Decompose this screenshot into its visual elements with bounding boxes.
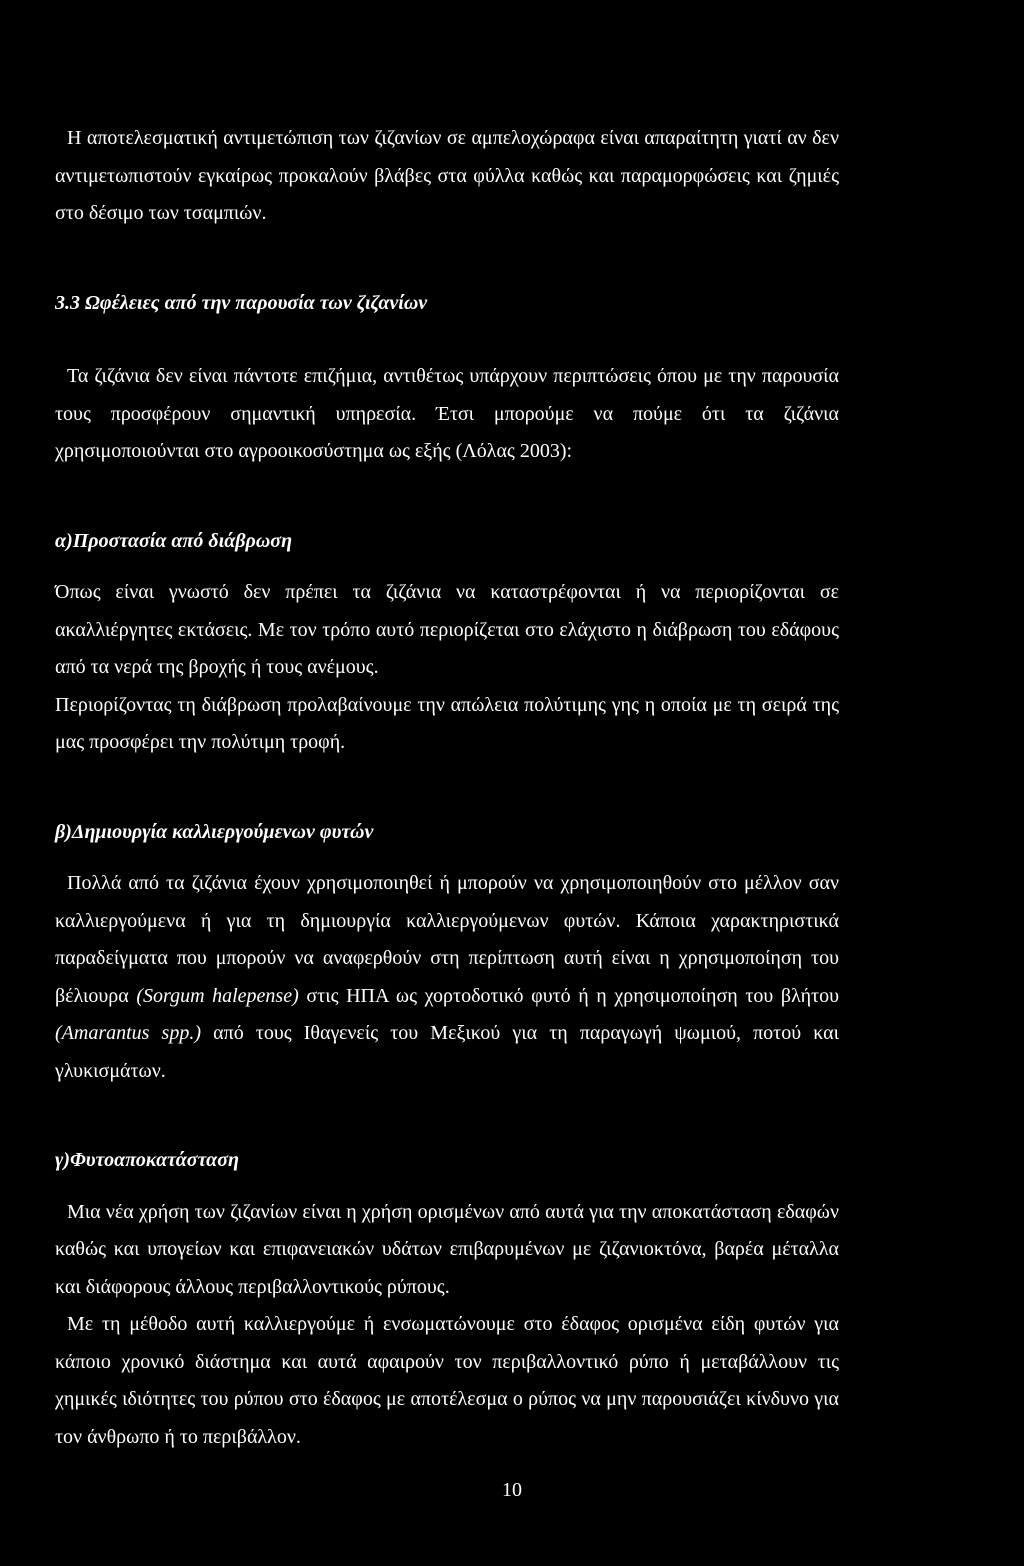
subsection-c-paragraph-1: Μια νέα χρήση των ζιζανίων είναι η χρήση ορισμένων από αυτά για την αποκατάσταση εδαφών καθώς και υπογείων και επιφανειακών υδάτων επιβαρυμένων με ζιζανιοκτόνα, βαρέα μέταλλα και διάφορους άλλους περιβαλλοντικούς ρύπους. [55, 1200, 839, 1298]
page-number: 10 [502, 1479, 522, 1501]
latin-name-sorgum: (Sorgum halepense) [136, 984, 299, 1007]
subsection-a-paragraph-2: Περιορίζοντας τη διάβρωση προλαβαίνουμε την απώλεια πολύτιμης γης η οποία με τη σειρά της μας προσφέρει την πολύτιμη τροφή. [55, 693, 839, 753]
subsection-b-text-1: Πολλά από τα ζιζάνια έχουν χρησιμοποιηθεί ή μπορούν να χρησιμοποιηθούν στο μέλλον σαν καλλιεργούμενα ή για τη δημιουργία καλλιεργούμενων φυτών. Κάποια χαρακτηριστικά παραδείγματα που μπορούν να αναφερθούν στη περίπτωση αυτή είναι η χρησιμοποίηση του βέλιουρα [55, 872, 839, 1007]
intro-paragraph: Η αποτελεσματική αντιμετώπιση των ζιζανίων σε αμπελοχώραφα είναι απαραίτητη γιατί αν δεν αντιμετωπιστούν εγκαίρως προκαλούν βλάβες στα φύλλα καθώς και παραμορφώσεις και ζημιές στο δέσιμο των τσαμπιών. [55, 127, 839, 224]
section-intro-paragraph: Τα ζιζάνια δεν είναι πάντοτε επιζήμια, αντιθέτως υπάρχουν περιπτώσεις όπου με την παρουσία τους προσφέρουν σημαντική υπηρεσία. Έτσι μπορούμε να πούμε ότι τα ζιζάνια χρησιμοποιούνται στο αγροοικοσύστημα ως εξής (Λόλας 2003): [55, 365, 839, 462]
subsection-a-paragraph-1: Όπως είναι γνωστό δεν πρέπει τα ζιζάνια να καταστρέφονται ή να περιορίζονται σε ακαλλιέργητες εκτάσεις. Με τον τρόπο αυτό περιορίζεται στο ελάχιστο η διάβρωση του εδάφους από τα νερά της βροχής ή τους ανέμους. [55, 581, 839, 678]
subsection-a-heading: α)Προστασία από διάβρωση [55, 529, 293, 552]
subsection-b-text-3: από τους Ιθαγενείς του Μεξικού για τη παραγωγή ψωμιού, ποτού και γλυκισμάτων. [55, 1022, 839, 1082]
section-number: 3.3 [55, 291, 80, 314]
subsection-b-text-2: στις ΗΠΑ ως χορτοδοτικό φυτό ή η χρησιμοποίηση του βλήτου [298, 984, 839, 1007]
section-title: Ωφέλειες από την παρουσία των ζιζανίων [85, 291, 428, 314]
section-heading [55, 285, 839, 323]
subsection-b-paragraph [55, 865, 839, 1090]
subsection-c-paragraph-2: Με τη μέθοδο αυτή καλλιεργούμε ή ενσωματώνουμε στο έδαφος ορισμένα είδη φυτών για κάποιο χρονικό διάστημα και αυτά αφαιρούν τον περιβαλλοντικό ρύπο ή μεταβάλλουν τις χημικές ιδιότητες του ρύπου στο έδαφος με αποτέλεσμα ο ρύπος να μην παρουσιάζει κίνδυνο για τον άνθρωπο ή το περιβάλλον. [55, 1313, 839, 1448]
subsection-b-heading: β)Δημιουργία καλλιεργούμενων φυτών [55, 820, 374, 843]
document-page [55, 120, 839, 1456]
latin-name-amarantus: (Amarantus spp.) [55, 1022, 201, 1044]
subsection-c-heading: γ)Φυτοαποκατάσταση [55, 1149, 239, 1171]
